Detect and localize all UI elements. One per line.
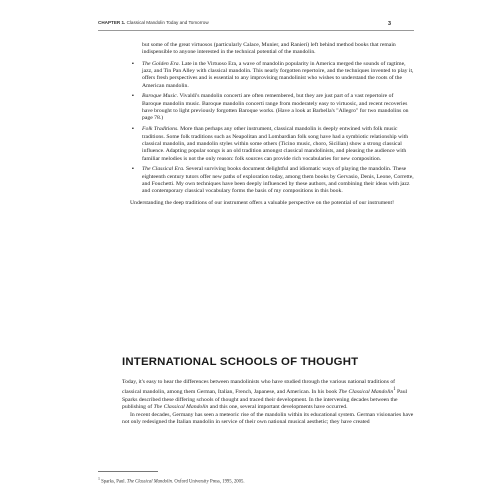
lead-paragraph: but some of the great virtuosos (particularly Calace, Munier, and Ranieri) left behind method books that remain indispensible to anyone interested in the technical potential of the mandolin. [142,42,396,56]
item-text: Several surviving books document delightful and idiomatic ways of playing the mandolin. These eighteenth century tutors offer new paths of exploration today, among them books by Gervasio, Denis, Leone, Corrette, and Fouchetti. My own techniques have been deeply influenced by these authors, and combining their ideas with jazz and contemporary classical vocabulary forms the basis of my compositions in this book. [142,166,414,195]
section-body [122,379,414,427]
book-title: The Classical Mandolin [338,389,394,396]
item-text: More than perhaps any other instrument, classical mandolin is deeply entwined with folk music traditions. Some folk traditions such as Neapolitan and Lombardian folk song have had a symbiotic relationship with classical mandolin, and mandolin styles within some others (Ticino music, choro, Sicilian) show a strong classical influence. Adapting popular songs is an old tradition amongst classical mandolinists, and pleasing the audience with familiar melodies is not the only reason: folk sources can provide rich vocabularies for new composition. [142,126,409,162]
page-number: 3 [388,21,391,27]
bullet-icon: ▪ [132,93,134,100]
tradition-list [122,61,414,196]
footnote-book-title: The Classical Mandolin. [126,479,174,485]
chapter-number: CHAPTER 1. [98,20,126,25]
book-title: The Classical Mandolin [153,404,209,411]
footnote-divider [98,471,158,472]
list-item [122,61,414,90]
footnote [98,476,245,486]
bullet-icon: ▪ [132,166,134,173]
list-item [122,166,414,195]
footnote-text: Oxford University Press, 1995, 2005. [173,479,245,485]
closing-paragraph: Understanding the deep traditions of our instrument offers a valuable perspective on the potential of our instrument! [130,199,394,206]
footnote-text: Sparks, Paul. [101,479,127,485]
running-header [98,20,414,31]
bullet-icon: ▪ [132,60,134,67]
bullet-icon: ▪ [132,126,134,133]
section-paragraph-2: In recent decades, Germany has seen a meteoric rise of the mandolin within its educational system. German visionaries have not only redesigned the Italian mandolin in service of their own national musical aesthetic; they have created [122,411,414,426]
item-text: Late in the Virtuoso Era, a wave of mandolin popularity in America merged the sounds of ragtime, jazz, and Tin Pan Alley with classical mandolin. This nearly forgotten repertoire, and the techniques invented to play it, offers fresh perspectives and is essential to any improvising mandolinist who wishes to understand the roots of the American mandolin. [142,60,414,89]
item-label: The Classical Era. [142,166,185,173]
footnote-ref[interactable]: 1 [393,387,396,393]
section-heading: INTERNATIONAL SCHOOLS OF THOUGHT [122,356,359,368]
footnote-number: 1 [98,477,100,481]
list-item [122,93,414,122]
chapter-title: Classical Mandolin Today and Tomorrow [126,20,209,25]
item-label: Baroque Music. [142,93,179,100]
paragraph-text: Today, it's easy to hear the differences between mandolinists who have studied through the various national traditions of classical mandolin, among them German, Italian, French, Japanese, and American. In his book [122,379,396,396]
page-body [122,42,414,207]
item-label: The Golden Era. [142,60,181,67]
section-paragraph-1 [122,379,414,412]
paragraph-text: Paul Sparks described these differing schools of thought and traced their development. In the intervening decades between the publishing of [122,389,408,411]
paragraph-text: and this one, several important developments have occurred. [208,404,348,411]
item-text: Vivaldi's mandolin concerti are often remembered, but they are just part of a vast repertoire of Baroque mandolin music. Baroque mandolin concerti range from moderately easy to virtuosic, and recent recoveries have brought to light previously forgotten Baroque works. (Have a look at Barbella's "Allegro" for two mandolins on page 78.) [142,93,409,122]
list-item [122,126,414,163]
item-label: Folk Traditions. [142,126,179,133]
